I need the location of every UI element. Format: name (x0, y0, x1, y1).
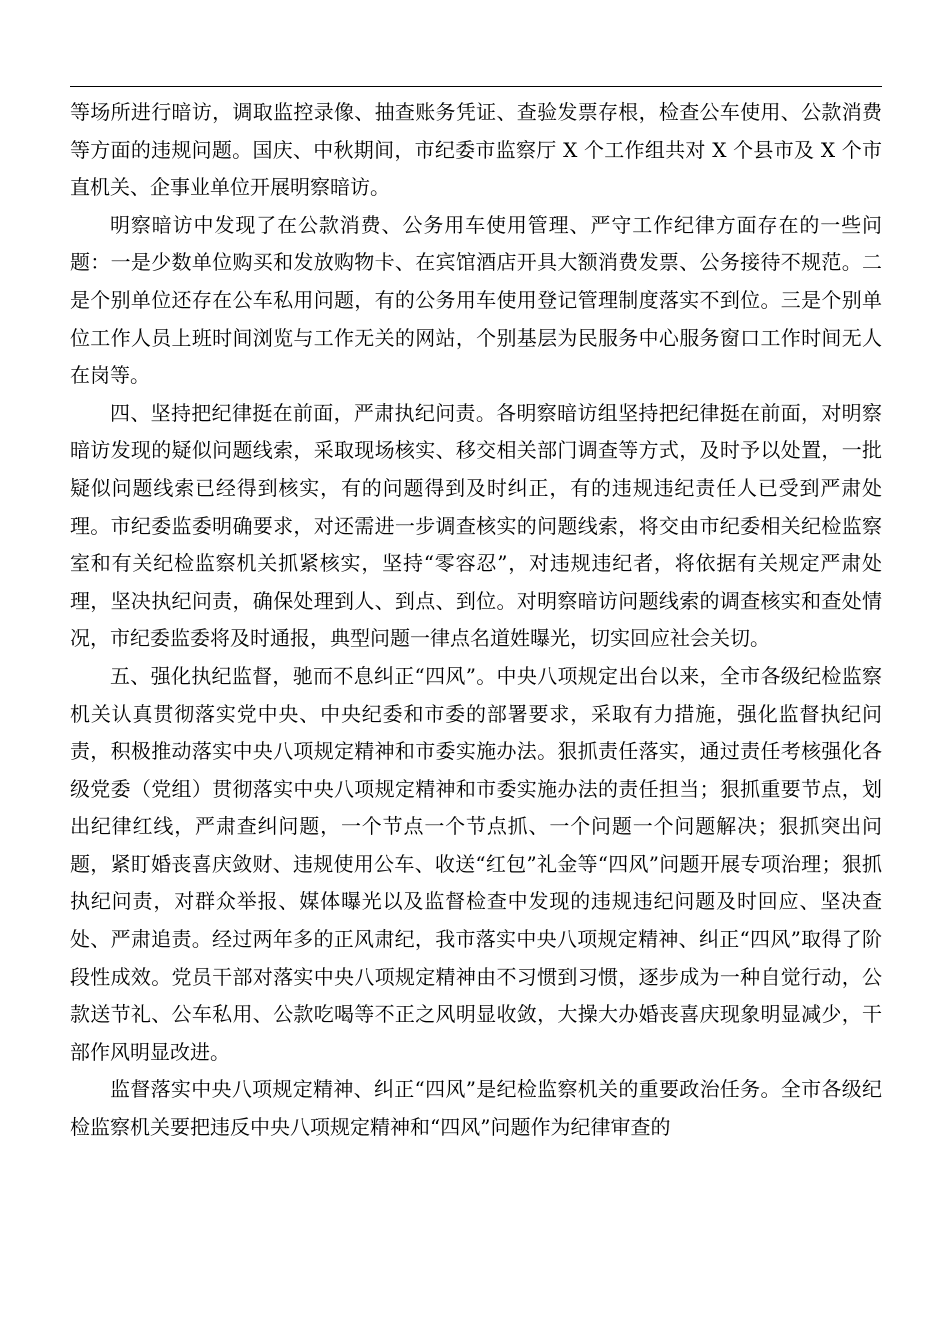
paragraph-section-four: 四、坚持把纪律挺在前面，严肃执纪问责。各明察暗访组坚持把纪律挺在前面，对明察暗访发现的疑似问题线索，采取现场核实、移交相关部门调查等方式，及时予以处置，一批疑似问题线索已经得到核实，有的问题得到及时纠正，有的违规违纪责任人已受到严肃处理。市纪委监委明确要求，对还需进一步调查核实的问题线索，将交由市纪委相关纪检监察室和有关纪检监察机关抓紧核实，坚持“零容忍”，对违规违纪者，将依据有关规定严肃处理，坚决执纪问责，确保处理到人、到点、到位。对明察暗访问题线索的调查核实和查处情况，市纪委监委将及时通报，典型问题一律点名道姓曝光，切实回应社会关切。 (70, 400, 882, 651)
paragraph-supervision-task: 监督落实中央八项规定精神、纠正“四风”是纪检监察机关的重要政治任务。全市各级纪检监察机关要把违反中央八项规定精神和“四风”问题作为纪律审查的 (70, 1077, 882, 1140)
document-body (70, 94, 882, 1147)
header-rule (70, 86, 882, 87)
paragraph-problems-found: 明察暗访中发现了在公款消费、公务用车使用管理、严守工作纪律方面存在的一些问题：一是少数单位购买和发放购物卡、在宾馆酒店开具大额消费发票、公务接待不规范。二是个别单位还存在公车私用问题，有的公务用车使用登记管理制度落实不到位。三是个别单位工作人员上班时间浏览与工作无关的网站，个别基层为民服务中心服务窗口工作时间无人在岗等。 (70, 212, 882, 388)
paragraph-continuation: 等场所进行暗访，调取监控录像、抽查账务凭证、查验发票存根，检查公车使用、公款消费等方面的违规问题。国庆、中秋期间，市纪委市监察厅 X 个工作组共对 X 个县市及 X 个市直机关、企事业单位开展明察暗访。 (70, 100, 882, 200)
paragraph-section-five: 五、强化执纪监督，驰而不息纠正“四风”。中央八项规定出台以来，全市各级纪检监察机关认真贯彻落实党中央、中央纪委和市委的部署要求，采取有力措施，强化监督执纪问责，积极推动落实中央八项规定精神和市委实施办法。狠抓责任落实，通过责任考核强化各级党委（党组）贯彻落实中央八项规定精神和市委实施办法的责任担当；狠抓重要节点，划出纪律红线，严肃查纠问题，一个节点一个节点抓、一个问题一个问题解决；狠抓突出问题，紧盯婚丧喜庆敛财、违规使用公车、收送“红包”礼金等“四风”问题开展专项治理；狠抓执纪问责，对群众举报、媒体曝光以及监督检查中发现的违规违纪问题及时回应、坚决查处、严肃追责。经过两年多的正风肃纪，我市落实中央八项规定精神、纠正“四风”取得了阶段性成效。党员干部对落实中央八项规定精神由不习惯到习惯，逐步成为一种自觉行动，公款送节礼、公车私用、公款吃喝等不正之风明显收敛，大操大办婚丧喜庆现象明显减少，干部作风明显改进。 (70, 663, 882, 1064)
